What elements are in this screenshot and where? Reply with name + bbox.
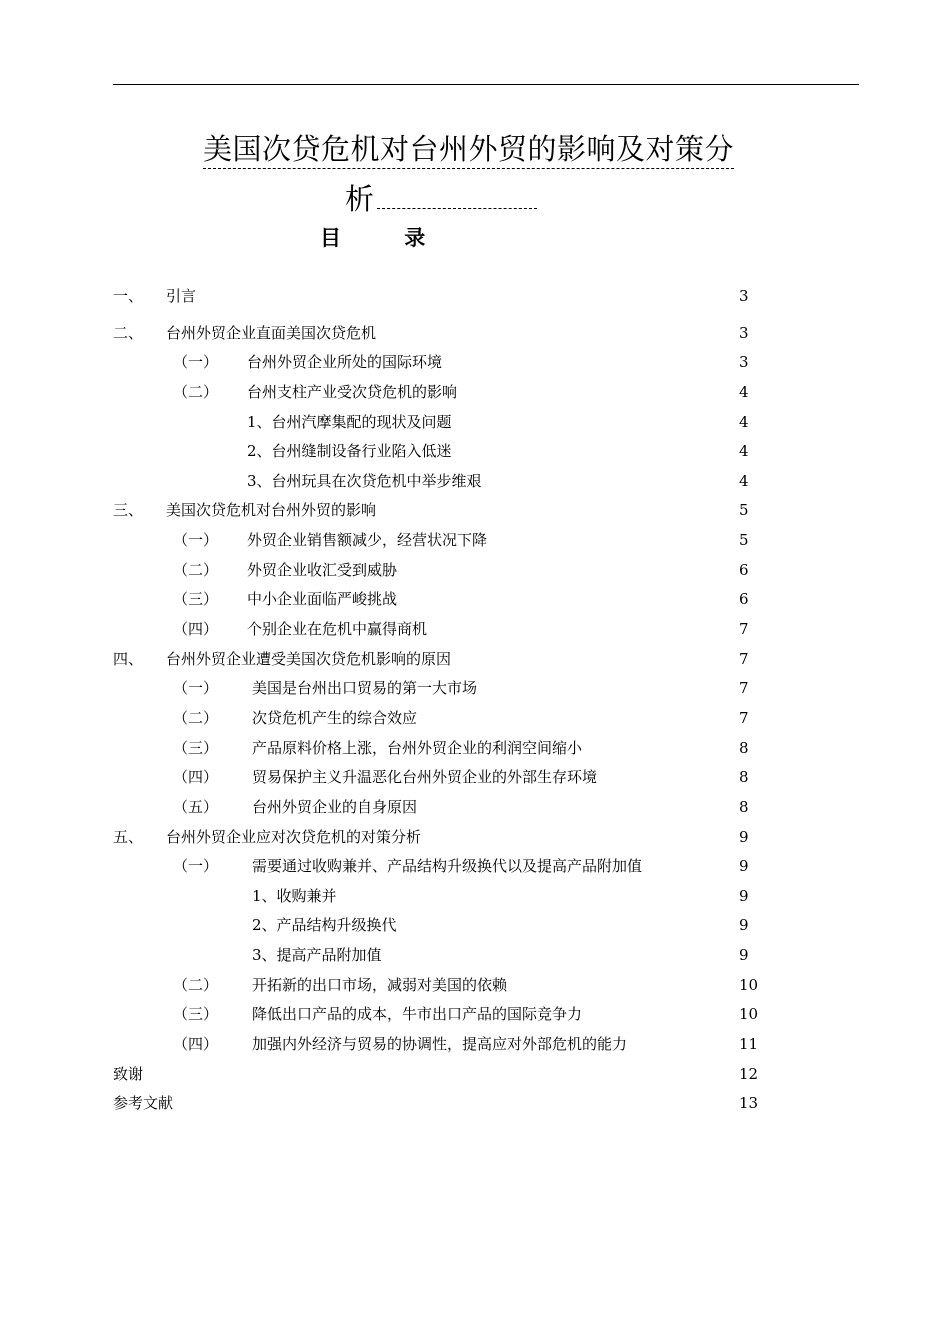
toc-entry-page: 7 — [739, 708, 749, 727]
toc-entry[interactable] — [0, 556, 950, 586]
toc-entry-number: （二） — [173, 708, 219, 727]
toc-entry-title: 台州外贸企业的自身原因 — [252, 797, 418, 816]
toc-entry-page: 13 — [739, 1094, 759, 1113]
toc-entry-number: （四） — [173, 620, 219, 639]
toc-entry[interactable] — [0, 615, 950, 645]
toc-entry-number: 五、 — [113, 827, 144, 846]
toc-entry[interactable] — [0, 1030, 950, 1060]
toc-entry-number: 二、 — [113, 323, 144, 342]
toc-entry-page: 10 — [739, 975, 759, 994]
toc-entry[interactable] — [0, 585, 950, 615]
toc-entry-page: 7 — [739, 620, 749, 639]
toc-entry-number: 四、 — [113, 649, 144, 668]
toc-entry-page: 4 — [739, 412, 749, 431]
toc-entry[interactable] — [0, 1060, 950, 1090]
toc-entry-number: （五） — [173, 797, 219, 816]
toc-entry-number: （一） — [173, 531, 219, 550]
toc-entry-number: （三） — [173, 738, 219, 757]
toc-entry-title: 1、台州汽摩集配的现状及问题 — [247, 412, 452, 431]
toc-entry-page: 10 — [739, 1005, 759, 1024]
toc-entry-page: 9 — [739, 946, 749, 965]
toc-entry-title: 外贸企业销售额减少，经营状况下降 — [247, 531, 488, 550]
document-title-line-2 — [345, 181, 537, 217]
toc-entry-title: 台州外贸企业遭受美国次贷危机影响的原因 — [166, 649, 452, 668]
toc-entry[interactable] — [0, 437, 950, 467]
toc-entry-title: 3、台州玩具在次贷危机中举步维艰 — [247, 471, 482, 490]
toc-entry[interactable] — [0, 793, 950, 823]
toc-entry-title: 产品原料价格上涨，台州外贸企业的利润空间缩小 — [252, 738, 583, 757]
toc-entry-title: 2、台州缝制设备行业陷入低迷 — [247, 442, 452, 461]
toc-entry-number: 一、 — [113, 287, 144, 305]
toc-entry-number: （二） — [173, 382, 219, 401]
document-title-line-2-text: 析 — [345, 182, 375, 216]
toc-entry-page: 4 — [739, 382, 749, 401]
toc-entry-title: 开拓新的出口市场，减弱对美国的依赖 — [252, 975, 508, 994]
toc-entry[interactable] — [0, 911, 950, 941]
toc-entry-page: 11 — [739, 1035, 759, 1054]
toc-entry[interactable] — [0, 763, 950, 793]
toc-entry-page: 3 — [739, 353, 749, 372]
toc-entry[interactable] — [0, 408, 950, 438]
toc-entry[interactable] — [0, 941, 950, 971]
toc-heading: 目 录 — [320, 225, 454, 250]
toc-entry-page: 7 — [739, 679, 749, 698]
toc-entry-number: （三） — [173, 1005, 219, 1024]
toc-entry-number: 三、 — [113, 501, 144, 520]
toc-entry-number: （四） — [173, 768, 219, 787]
toc-entry-page: 9 — [739, 857, 749, 876]
toc-entry-title: 参考文献 — [113, 1094, 174, 1113]
toc-entry-title: 美国是台州出口贸易的第一大市场 — [252, 679, 478, 698]
toc-entry-number: （二） — [173, 560, 219, 579]
toc-entry-title: 中小企业面临严峻挑战 — [247, 590, 398, 609]
toc-entry-page: 5 — [739, 501, 749, 520]
toc-entry-page: 8 — [739, 738, 749, 757]
toc-entry-page: 12 — [739, 1064, 759, 1083]
table-of-contents — [0, 282, 950, 1119]
toc-entry[interactable] — [0, 526, 950, 556]
toc-entry[interactable] — [0, 467, 950, 497]
toc-entry-title: 台州外贸企业应对次贷危机的对策分析 — [166, 827, 422, 846]
toc-entry[interactable] — [0, 882, 950, 912]
toc-entry-title: 外贸企业收汇受到威胁 — [247, 560, 398, 579]
toc-entry[interactable] — [0, 823, 950, 853]
document-title-line-1: 美国次贷危机对台州外贸的影响及对策分 — [203, 131, 734, 169]
toc-entry-page: 3 — [739, 323, 749, 342]
toc-entry[interactable] — [0, 734, 950, 764]
toc-entry-number: （四） — [173, 1035, 219, 1054]
title-underline-dashes — [377, 207, 537, 209]
toc-entry-title: 台州支柱产业受次贷危机的影响 — [247, 382, 458, 401]
toc-entry[interactable] — [0, 704, 950, 734]
toc-entry[interactable] — [0, 1089, 950, 1119]
toc-entry[interactable] — [0, 674, 950, 704]
toc-entry-number: （一） — [173, 353, 219, 372]
toc-entry-title: 需要通过收购兼并、产品结构升级换代以及提高产品附加值 — [252, 857, 643, 876]
toc-entry[interactable] — [0, 852, 950, 882]
toc-entry-title: 降低出口产品的成本，牛市出口产品的国际竞争力 — [252, 1005, 583, 1024]
toc-entry-number: （三） — [173, 590, 219, 609]
toc-entry-page: 9 — [739, 827, 749, 846]
toc-entry-title: 美国次贷危机对台州外贸的影响 — [166, 501, 377, 520]
toc-entry-title: 次贷危机产生的综合效应 — [252, 708, 418, 727]
toc-entry-title: 台州外贸企业所处的国际环境 — [247, 353, 443, 372]
toc-entry-title: 贸易保护主义升温恶化台州外贸企业的外部生存环境 — [252, 768, 598, 787]
toc-entry-page: 9 — [739, 916, 749, 935]
toc-entry[interactable] — [0, 971, 950, 1001]
toc-entry[interactable] — [0, 282, 950, 312]
toc-entry-page: 6 — [739, 590, 749, 609]
toc-entry-page: 8 — [739, 768, 749, 787]
toc-entry-title: 台州外贸企业直面美国次贷危机 — [166, 323, 377, 342]
toc-entry-page: 3 — [739, 287, 749, 305]
toc-entry-title: 2、产品结构升级换代 — [252, 916, 397, 935]
toc-entry-page: 9 — [739, 886, 749, 905]
toc-entry-number: （二） — [173, 975, 219, 994]
toc-entry-title: 加强内外经济与贸易的协调性，提高应对外部危机的能力 — [252, 1035, 628, 1054]
toc-entry-title: 引言 — [166, 287, 197, 305]
toc-entry-page: 5 — [739, 531, 749, 550]
toc-entry-page: 4 — [739, 471, 749, 490]
toc-entry[interactable] — [0, 348, 950, 378]
header-rule — [113, 84, 859, 85]
toc-entry[interactable] — [0, 378, 950, 408]
toc-entry[interactable] — [0, 319, 950, 349]
toc-entry-number: （一） — [173, 679, 219, 698]
toc-entry[interactable] — [0, 645, 950, 675]
toc-entry[interactable] — [0, 1000, 950, 1030]
toc-entry-title: 致谢 — [113, 1064, 144, 1083]
toc-entry-title: 3、提高产品附加值 — [252, 946, 382, 965]
toc-entry-page: 7 — [739, 649, 749, 668]
toc-entry-page: 4 — [739, 442, 749, 461]
toc-entry-number: （一） — [173, 857, 219, 876]
toc-entry-page: 6 — [739, 560, 749, 579]
toc-entry-page: 8 — [739, 797, 749, 816]
toc-entry-title: 个别企业在危机中赢得商机 — [247, 620, 428, 639]
toc-entry[interactable] — [0, 496, 950, 526]
toc-entry-title: 1、收购兼并 — [252, 886, 337, 905]
